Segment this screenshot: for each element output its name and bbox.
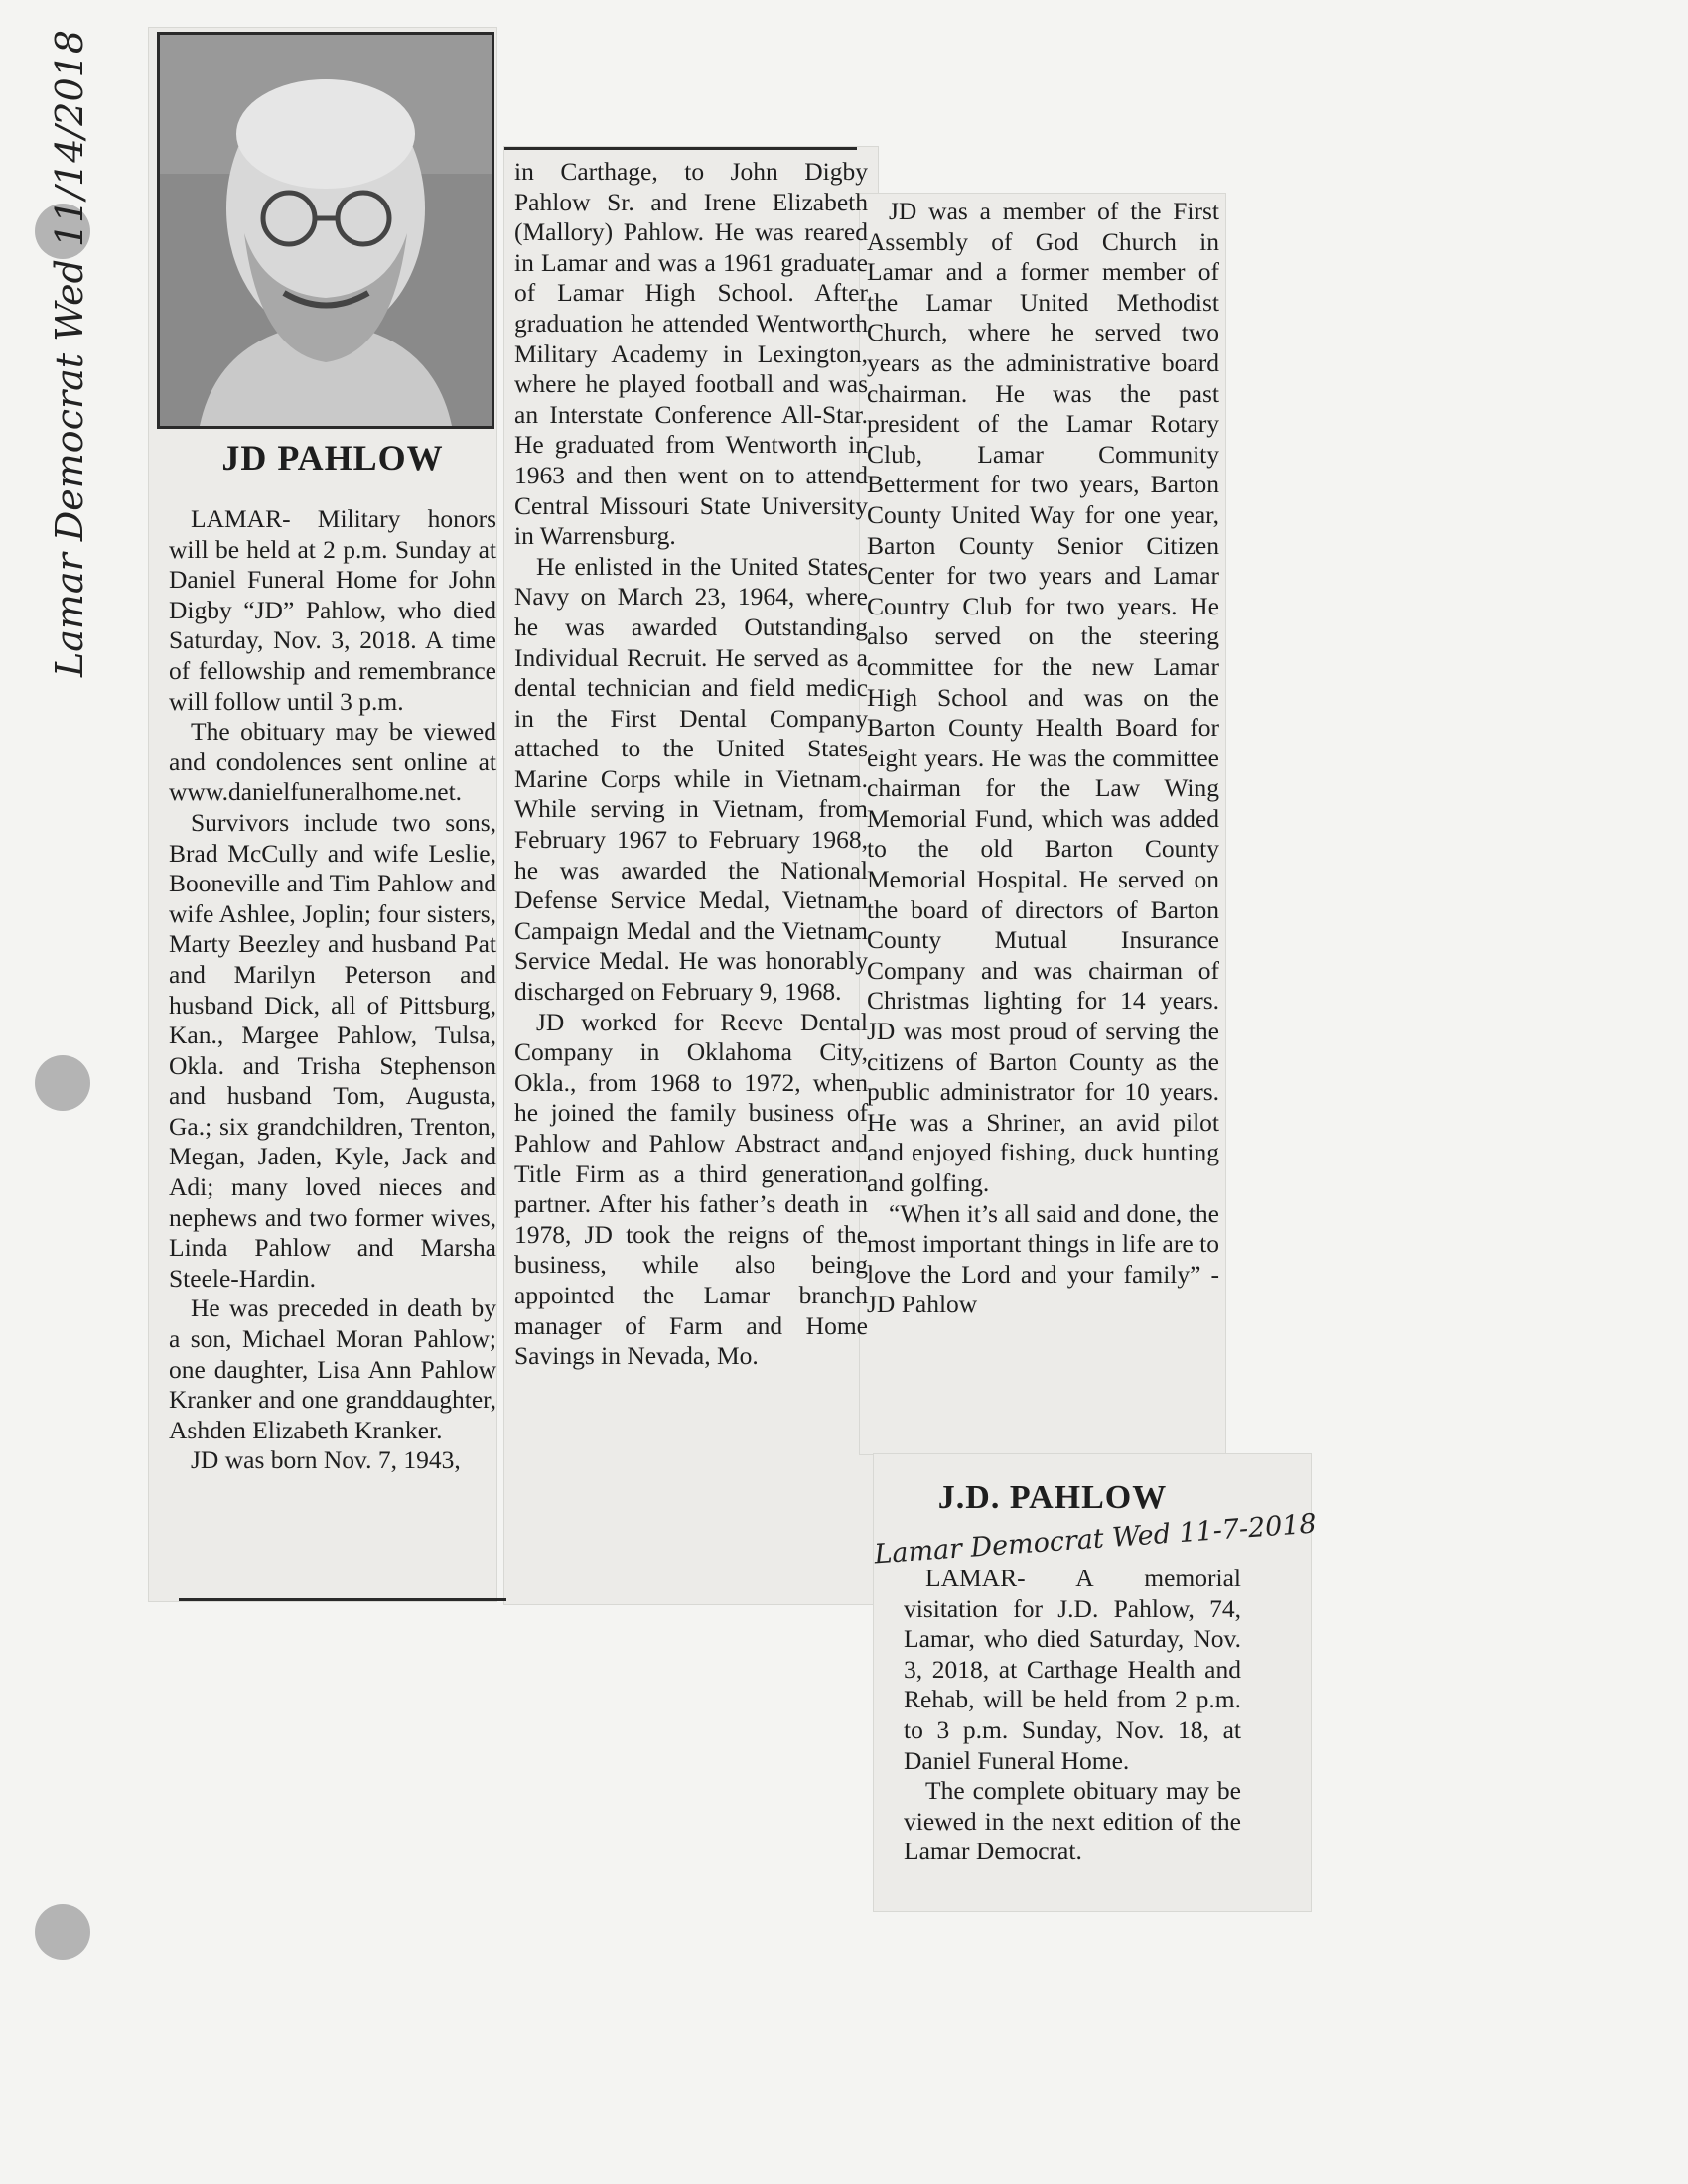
paragraph: LAMAR- A memorial visitation for J.D. Pahlow, 74, Lamar, who died Saturday, Nov. 3, 2018, at Carthage Health and Rehab, will be held from 2 p.m. to 3 p.m. Sunday, Nov. 18, at Daniel Funeral Home. (904, 1564, 1241, 1775)
handwritten-notice-date: Lamar Democrat Wed 11-7-2018 (873, 1508, 1318, 1570)
paragraph: in Carthage, to John Digby Pahlow Sr. and Irene Elizabeth (Mallory) Pahlow. He was reared in Lamar and was a 1961 graduate of Lamar High School. After graduation he attended Wentworth Military Academy in Lexington, where he played football and was an Interstate Conference All-Star. He graduated from Wentworth in 1963 and then went on to attend Central Missouri State University in Warrensburg. (514, 157, 868, 551)
column-1-bottom-rule (179, 1598, 506, 1601)
obituary-column-2 (514, 157, 868, 1372)
binder-hole-middle (35, 1055, 90, 1111)
paragraph: He was preceded in death by a son, Michael Moran Pahlow; one daughter, Lisa Ann Pahlow Kranker and one granddaughter, Ashden Elizabeth Kranker. (169, 1294, 496, 1444)
paragraph: JD was a member of the First Assembly of God Church in Lamar and a former member of the Lamar United Methodist Church, where he served two years as the administrative board chairman. He was the past president of the Lamar Rotary Club, Lamar Community Betterment for two years, Barton County United Way for one year, Barton County Senior Citizen Center for two years and Lamar Country Club for two years. He also served on the steering committee for the new Lamar High School and was on the Barton County Health Board for eight years. He was the committee chairman for the Law Wing Memorial Fund, which was added to the old Barton County Memorial Hospital. He served on the board of directors of Barton County Mutual Insurance Company and was chairman of Christmas lighting for 14 years. JD was most proud of serving the citizens of Barton County as the public administrator for 10 years. He was a Shriner, an avid pilot and enjoyed fishing, duck hunting and golfing. (867, 197, 1219, 1197)
paragraph: The complete obituary may be viewed in the next edition of the Lamar Democrat. (904, 1776, 1241, 1866)
paragraph: JD was born Nov. 7, 1943, (191, 1445, 461, 1475)
paragraph: “When it’s all said and done, the most important things in life are to love the Lord and your family” - JD Pahlow (867, 1198, 1219, 1319)
obituary-headline: JD PAHLOW (221, 438, 444, 478)
paragraph: He enlisted in the United States Navy on March 23, 1964, where he was awarded Outstanding Individual Recruit. He served as a dental technician and field medic in the First Dental Company attached to the United States Marine Corps while in Vietnam. While serving in Vietnam, from February 1967 to February 1968, he was awarded the National Defense Service Medal, Vietnam Campaign Medal and the Vietnam Service Medal. He was honorably discharged on February 9, 1968. (514, 551, 868, 1007)
portrait-illustration (160, 35, 492, 426)
notice-headline: J.D. PAHLOW (937, 1479, 1168, 1516)
obituary-column-3 (867, 197, 1219, 1320)
binder-hole-bottom (35, 1904, 90, 1960)
portrait-photo (157, 32, 494, 429)
paragraph: Survivors include two sons, Brad McCully and wife Leslie, Booneville and Tim Pahlow and wife Ashlee, Joplin; four sisters, Marty Beezley and husband Pat and Marilyn Peterson and husband Dick, all of Pittsburg, Kan., Margee Pahlow, Tulsa, Okla. and Trisha Stephenson and husband Tom, Augusta, Ga.; six grandchildren, Trenton, Megan, Jaden, Kyle, Jack and Adi; many loved nieces and nephews and two former wives, Linda Pahlow and Marsha Steele-Hardin. (169, 807, 496, 1293)
obituary-column-1 (169, 504, 496, 1476)
paragraph: The obituary may be viewed and condolences sent online at www.danielfuneralhome.net. (169, 717, 496, 807)
column-2-top-rule (504, 147, 857, 150)
notice-body (904, 1564, 1241, 1867)
paragraph: JD worked for Reeve Dental Company in Oklahoma City, Okla., from 1968 to 1972, when he joined the family business of Pahlow and Pahlow Abstract and Title Firm as a third generation partner. After his father’s death in 1978, JD took the reigns of the business, while also being appointed the Lamar branch manager of Farm and Home Savings in Nevada, Mo. (514, 1007, 868, 1371)
handwritten-date-note: Lamar Democrat Wed 11/14/2018 (48, 29, 91, 677)
paragraph: LAMAR- Military honors will be held at 2 p.m. Sunday at Daniel Funeral Home for John Digby “JD” Pahlow, who died Saturday, Nov. 3, 2018. A time of fellowship and remembrance will follow until 3 p.m. (169, 504, 496, 716)
